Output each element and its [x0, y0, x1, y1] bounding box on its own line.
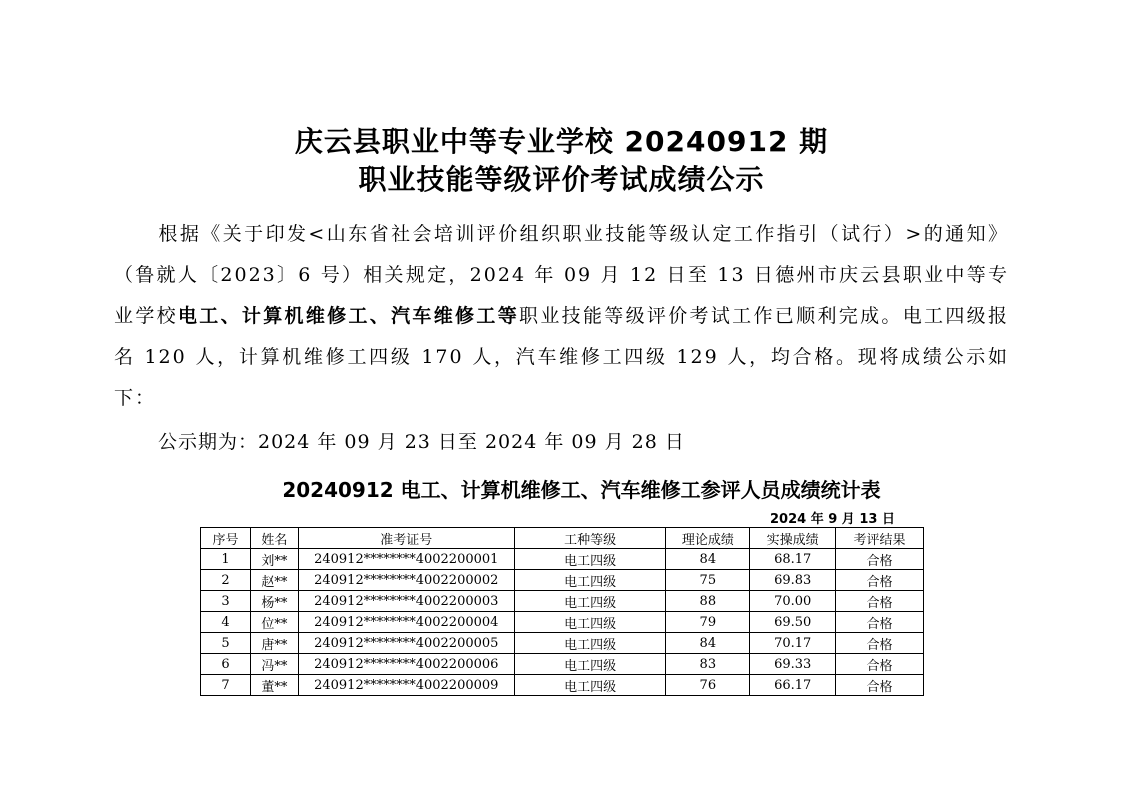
paragraph-text-part2: 职业技能等级评价考试工作已顺利完成。电工四级报名 120 人，计算机维修工四级 170 人，汽车维修工四级 129 人，均合格。现将成绩公示如下：	[114, 305, 1009, 409]
table-row	[201, 570, 924, 591]
cell-index: 7	[201, 675, 251, 696]
cell-index: 6	[201, 654, 251, 675]
notice-period: 公示期为：2024 年 09 月 23 日至 2024 年 09 月 28 日	[158, 431, 685, 453]
cell-index: 4	[201, 612, 251, 633]
cell-exam-id: 240912********4002200001	[298, 549, 514, 570]
cell-practical-score: 66.17	[750, 675, 836, 696]
paragraph-text-bold: 电工、计算机维修工、汽车维修工等	[177, 305, 520, 327]
cell-theory-score: 83	[666, 654, 750, 675]
header-practical-score: 实操成绩	[750, 528, 836, 549]
cell-name: 冯**	[250, 654, 298, 675]
scores-table	[200, 527, 924, 696]
header-theory-score: 理论成绩	[666, 528, 750, 549]
cell-result: 合格	[836, 612, 924, 633]
cell-theory-score: 76	[666, 675, 750, 696]
cell-trade-level: 电工四级	[514, 612, 666, 633]
cell-theory-score: 75	[666, 570, 750, 591]
cell-name: 位**	[250, 612, 298, 633]
cell-practical-score: 68.17	[750, 549, 836, 570]
cell-exam-id: 240912********4002200004	[298, 612, 514, 633]
cell-index: 1	[201, 549, 251, 570]
table-row	[201, 612, 924, 633]
cell-theory-score: 84	[666, 549, 750, 570]
cell-result: 合格	[836, 549, 924, 570]
table-header-row	[201, 528, 924, 549]
cell-trade-level: 电工四级	[514, 570, 666, 591]
cell-theory-score: 79	[666, 612, 750, 633]
table-row	[201, 633, 924, 654]
cell-exam-id: 240912********4002200005	[298, 633, 514, 654]
cell-result: 合格	[836, 654, 924, 675]
cell-result: 合格	[836, 591, 924, 612]
cell-practical-score: 69.33	[750, 654, 836, 675]
header-result: 考评结果	[836, 528, 924, 549]
cell-result: 合格	[836, 675, 924, 696]
cell-theory-score: 84	[666, 633, 750, 654]
table-title: 20240912 电工、计算机维修工、汽车维修工参评人员成绩统计表	[282, 478, 881, 502]
cell-name: 董**	[250, 675, 298, 696]
cell-result: 合格	[836, 633, 924, 654]
cell-theory-score: 88	[666, 591, 750, 612]
announcement-paragraph	[114, 214, 1009, 419]
cell-name: 唐**	[250, 633, 298, 654]
cell-exam-id: 240912********4002200006	[298, 654, 514, 675]
document-title-line2: 职业技能等级评价考试成绩公示	[358, 163, 765, 196]
cell-trade-level: 电工四级	[514, 591, 666, 612]
header-index: 序号	[201, 528, 251, 549]
cell-result: 合格	[836, 570, 924, 591]
table-row	[201, 549, 924, 570]
cell-practical-score: 70.17	[750, 633, 836, 654]
cell-practical-score: 69.50	[750, 612, 836, 633]
cell-exam-id: 240912********4002200002	[298, 570, 514, 591]
cell-trade-level: 电工四级	[514, 654, 666, 675]
cell-trade-level: 电工四级	[514, 549, 666, 570]
document-title-line1: 庆云县职业中等专业学校 20240912 期	[294, 125, 829, 158]
cell-trade-level: 电工四级	[514, 633, 666, 654]
cell-index: 5	[201, 633, 251, 654]
table-date: 2024 年 9 月 13 日	[770, 512, 895, 527]
cell-name: 刘**	[250, 549, 298, 570]
cell-name: 赵**	[250, 570, 298, 591]
cell-practical-score: 70.00	[750, 591, 836, 612]
table-row	[201, 654, 924, 675]
cell-index: 2	[201, 570, 251, 591]
cell-exam-id: 240912********4002200009	[298, 675, 514, 696]
table-row	[201, 591, 924, 612]
header-name: 姓名	[250, 528, 298, 549]
cell-trade-level: 电工四级	[514, 675, 666, 696]
header-exam-id: 准考证号	[298, 528, 514, 549]
cell-practical-score: 69.83	[750, 570, 836, 591]
cell-name: 杨**	[250, 591, 298, 612]
cell-exam-id: 240912********4002200003	[298, 591, 514, 612]
header-trade-level: 工种等级	[514, 528, 666, 549]
cell-index: 3	[201, 591, 251, 612]
table-row	[201, 675, 924, 696]
paragraph-text-part1: 根据《关于印发<山东省社会培训评价组织职业技能等级认定工作指引（试行）>的通知》（鲁就人〔2023〕6 号）相关规定，2024 年 09 月 12 日至 13 日德州市庆云县职业中等专业学校	[114, 223, 1009, 327]
